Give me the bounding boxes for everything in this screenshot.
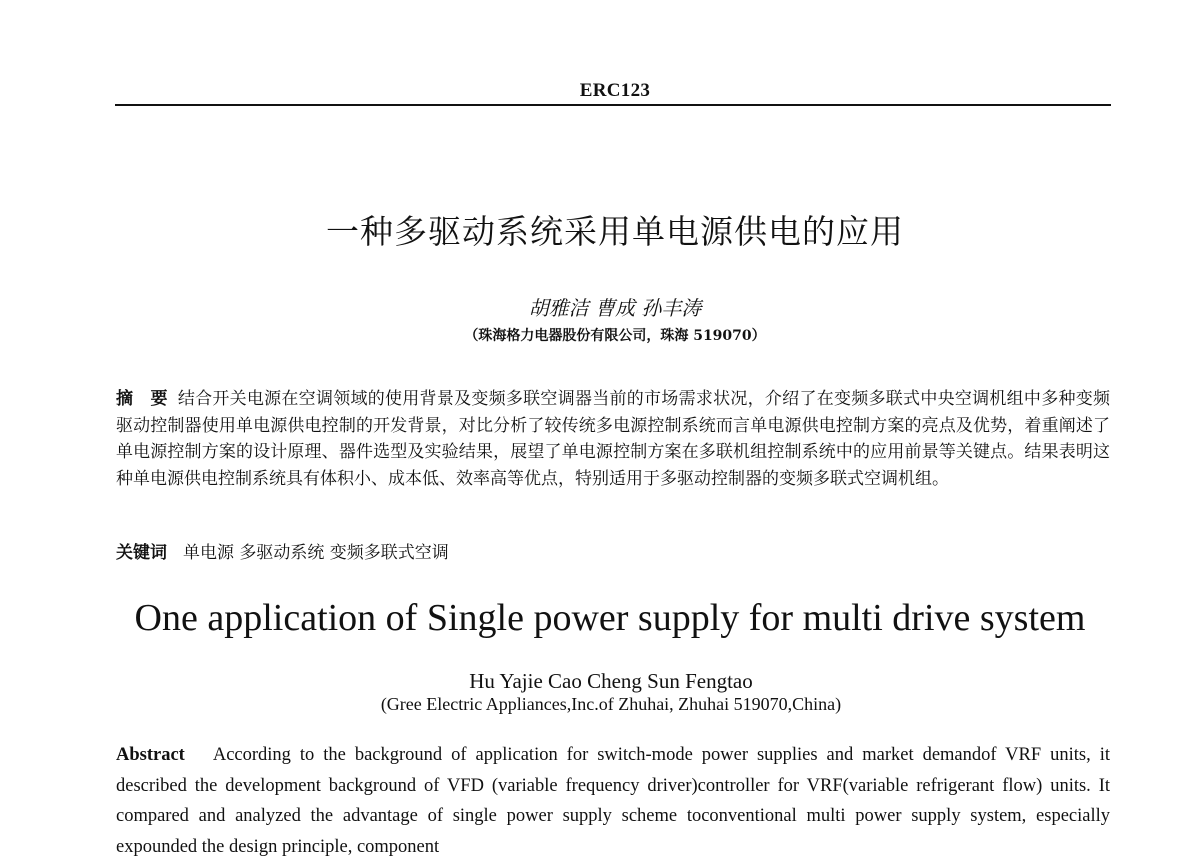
header-code: ERC123 [579,80,651,101]
chinese-abstract-label: 摘 要 [116,389,168,409]
chinese-keywords-label: 关键词 [116,543,167,563]
english-affiliation: (Gree Electric Appliances,Inc.of Zhuhai, Zhuhai 519070,China) [380,694,842,714]
chinese-affiliation: （珠海格力电器股份有限公司，珠海 519070） [464,328,766,344]
english-abstract [116,740,1110,862]
english-abstract-label: Abstract [116,745,185,765]
header-rule [115,104,1111,106]
english-abstract-text: According to the background of application for switch-mode power supplies and market demandof VRF units, it described the development background of VFD (variable frequency driver)controller for VRF(variable refrigerant flow) units. It compared and analyzed the advantage of single power supply scheme toconventional multi power supply system, especially expounded the design principle, component [116,745,1110,857]
chinese-keywords [116,540,1110,566]
english-title: One application of Single power supply for multi drive system [134,597,1086,639]
english-authors: Hu Yajie Cao Cheng Sun Fengtao [469,669,753,693]
chinese-abstract-text: 结合开关电源在空调领域的使用背景及变频多联空调器当前的市场需求状况，介绍了在变频多联式中央空调机组中多种变频驱动控制器使用单电源供电控制的开发背景，对比分析了较传统多电源控制系统而言单电源供电控制方案的亮点及优势，着重阐述了单电源控制方案的设计原理、器件选型及实验结果，展望了单电源控制方案在多联机组控制系统中的应用前景等关键点。结果表明这种单电源供电控制系统具有体积小、成本低、效率高等优点，特别适用于多驱动控制器的变频多联式空调机组。 [116,389,1111,489]
chinese-title: 一种多驱动系统采用单电源供电的应用 [326,212,904,251]
chinese-authors: 胡雅洁 曹成 孙丰涛 [528,296,702,320]
chinese-keywords-text: 单电源 多驱动系统 变频多联式空调 [183,543,449,563]
chinese-abstract [116,386,1110,492]
